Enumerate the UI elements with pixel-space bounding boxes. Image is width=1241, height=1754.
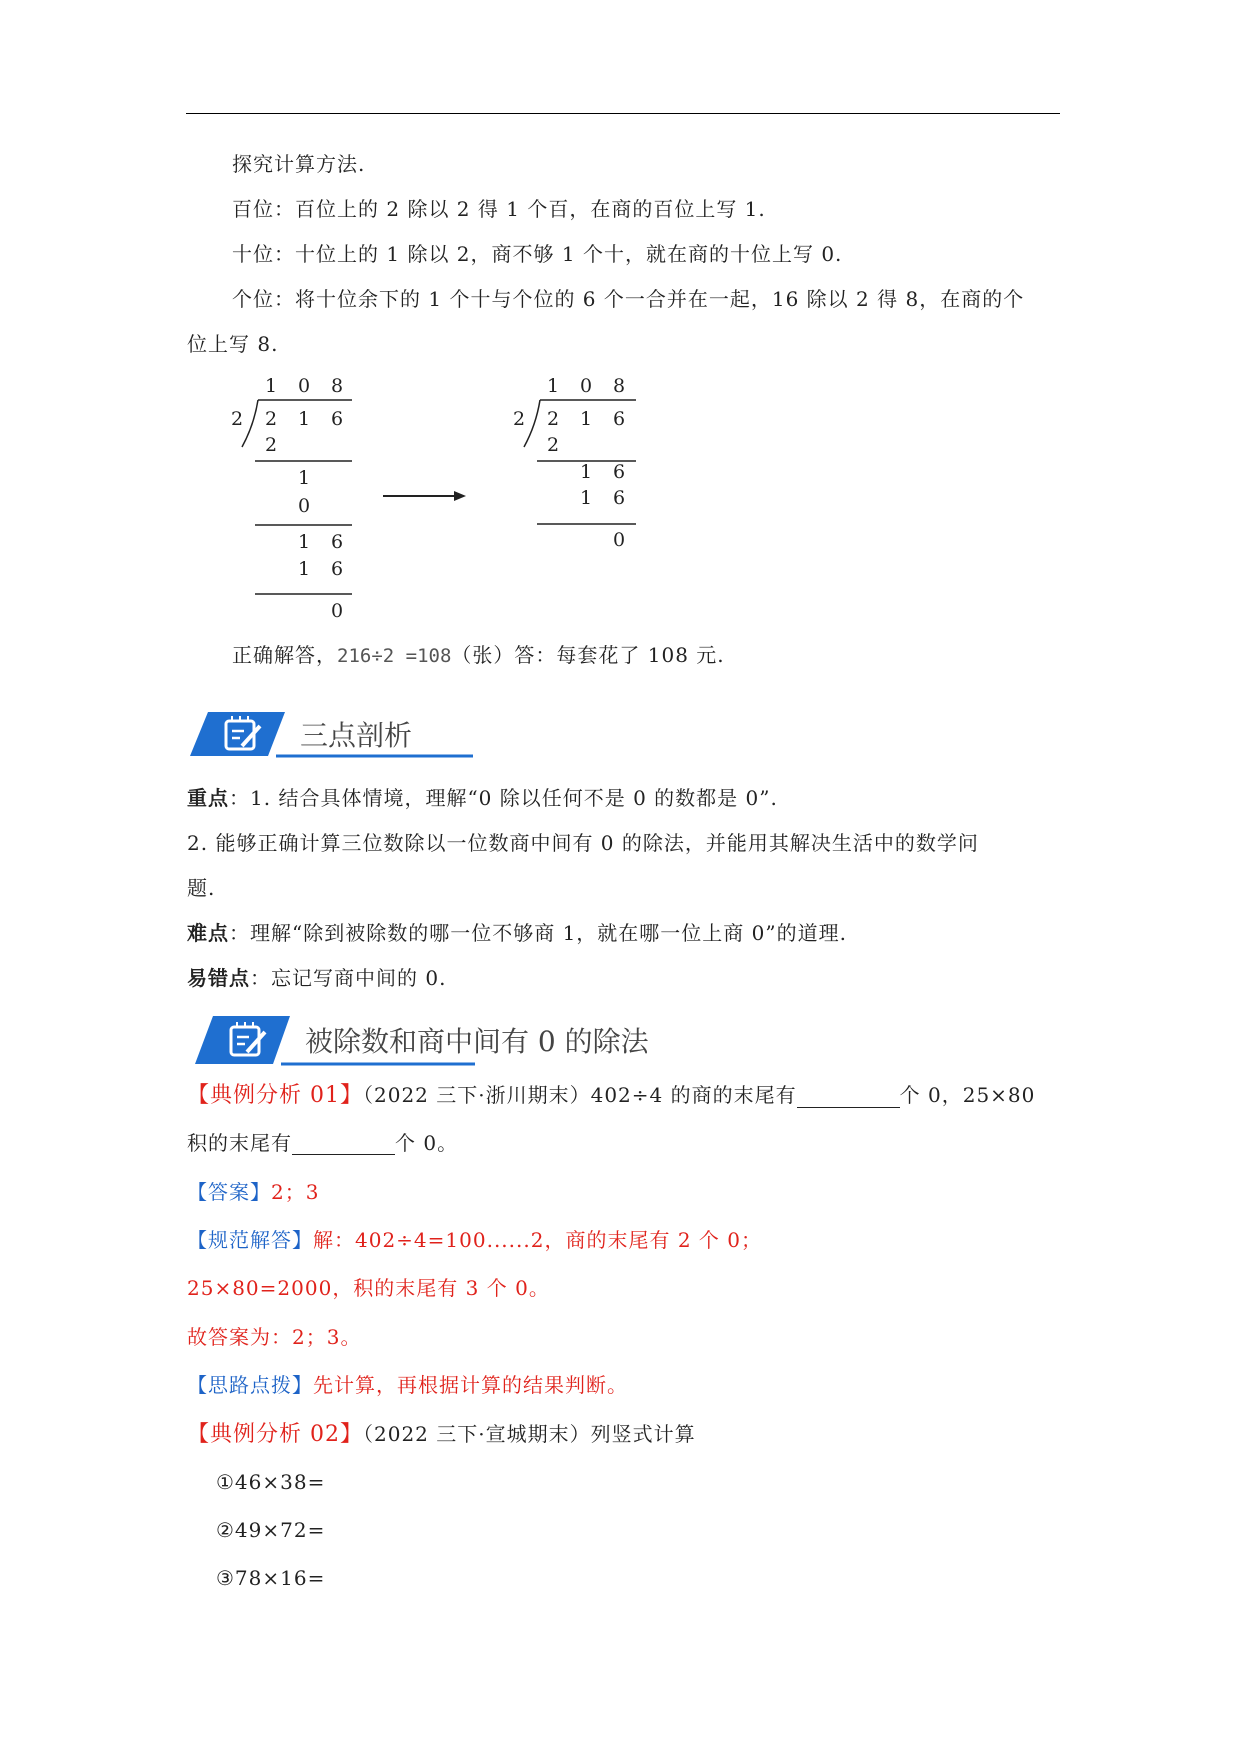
answer-line bbox=[232, 643, 725, 668]
left-step2b: 0 bbox=[298, 495, 311, 517]
example1-blank-2 bbox=[292, 1134, 395, 1155]
method-ones-line2: 位上写 8. bbox=[187, 332, 279, 356]
left-step3b-ones: 6 bbox=[331, 558, 344, 580]
solution-text-3: 故答案为：2；3。 bbox=[187, 1325, 362, 1349]
left-division-bracket bbox=[242, 400, 258, 447]
left-dividend-hundreds: 2 bbox=[265, 408, 278, 430]
solution-text-2: 25×80=2000，积的末尾有 3 个 0。 bbox=[187, 1276, 550, 1300]
example2-item-2: ②49×72= bbox=[216, 1518, 326, 1542]
hard-point-line bbox=[187, 921, 847, 945]
key-text-2: 2. 能够正确计算三位数除以一位数商中间有 0 的除法，并能用其解决生活中的数学问 bbox=[187, 831, 979, 855]
method-hundreds: 百位：百位上的 2 除以 2 得 1 个百，在商的百位上写 1. bbox=[232, 197, 766, 221]
solution-text-1: 解：402÷4=100......2，商的末尾有 2 个 0； bbox=[313, 1228, 762, 1252]
left-dividend-ones: 6 bbox=[331, 408, 344, 430]
right-division-bracket bbox=[524, 400, 540, 447]
right-divisor: 2 bbox=[513, 408, 526, 430]
right-step2b-tens: 1 bbox=[580, 487, 593, 509]
answer-tag: 【答案】 bbox=[187, 1180, 271, 1204]
section-title-2: 被除数和商中间有 0 的除法 bbox=[305, 1025, 649, 1058]
left-step3a-ones: 6 bbox=[331, 531, 344, 553]
example1-source: （2022 三下·浙川期末）402÷4 的商的末尾有 bbox=[363, 1083, 797, 1107]
method-intro: 探究计算方法. bbox=[232, 152, 366, 176]
left-step1: 2 bbox=[265, 434, 278, 456]
example1-tag: 【典例分析 01】 bbox=[187, 1083, 363, 1108]
example1-answer-line bbox=[187, 1180, 319, 1204]
example2-item-3: ③78×16= bbox=[216, 1566, 326, 1590]
method-tens: 十位：十位上的 1 除以 2，商不够 1 个十，就在商的十位上写 0. bbox=[232, 242, 843, 266]
example1-line2-suffix: 个 0。 bbox=[395, 1131, 459, 1155]
example2-tag: 【典例分析 02】 bbox=[187, 1422, 363, 1447]
right-step2a-tens: 1 bbox=[580, 461, 593, 483]
right-quotient-hundreds: 1 bbox=[547, 375, 560, 397]
right-step2a-ones: 6 bbox=[613, 461, 626, 483]
right-remainder: 0 bbox=[613, 529, 626, 551]
section-title-1: 三点剖析 bbox=[300, 719, 413, 752]
right-quotient-tens: 0 bbox=[580, 375, 593, 397]
example1-line1 bbox=[187, 1083, 1035, 1108]
right-dividend-hundreds: 2 bbox=[547, 408, 560, 430]
key-label: 重点 bbox=[187, 786, 229, 810]
answer-value: 2；3 bbox=[271, 1180, 320, 1204]
hint-tag: 【思路点拨】 bbox=[187, 1373, 313, 1397]
example1-hint-line bbox=[187, 1373, 628, 1397]
example1-blank-1 bbox=[797, 1087, 900, 1108]
key-point-line bbox=[187, 786, 778, 810]
left-quotient-ones: 8 bbox=[331, 375, 344, 397]
key-text-3: 题. bbox=[187, 876, 216, 900]
hard-text: ：理解“除到被除数的哪一位不够商 1，就在哪一位上商 0”的道理. bbox=[229, 921, 847, 945]
example2-source: （2022 三下·宣城期末）列竖式计算 bbox=[363, 1422, 696, 1446]
example1-mid: 个 0，25×80 bbox=[899, 1083, 1036, 1107]
division-left bbox=[231, 375, 352, 622]
error-text: ：忘记写商中间的 0. bbox=[250, 966, 447, 990]
example1-solution-line1 bbox=[187, 1228, 762, 1252]
section-banner-2 bbox=[195, 1010, 665, 1066]
example2-line bbox=[187, 1422, 696, 1447]
solution-tag: 【规范解答】 bbox=[187, 1228, 313, 1252]
example1-line2 bbox=[187, 1131, 458, 1155]
arrow-icon bbox=[383, 491, 466, 501]
answer-formula: 216÷2 =108 bbox=[337, 645, 452, 667]
right-quotient-ones: 8 bbox=[613, 375, 626, 397]
left-dividend-tens: 1 bbox=[298, 408, 311, 430]
division-right bbox=[513, 375, 636, 551]
method-ones-line1: 个位：将十位余下的 1 个十与个位的 6 个一合并在一起，16 除以 2 得 8，在商的个 bbox=[232, 287, 1025, 311]
left-step3b-tens: 1 bbox=[298, 558, 311, 580]
left-remainder: 0 bbox=[331, 600, 344, 622]
right-step1: 2 bbox=[547, 434, 560, 456]
left-quotient-hundreds: 1 bbox=[265, 375, 278, 397]
right-dividend-tens: 1 bbox=[580, 408, 593, 430]
section-banner-1 bbox=[190, 706, 475, 758]
right-dividend-ones: 6 bbox=[613, 408, 626, 430]
left-divisor: 2 bbox=[231, 408, 244, 430]
example1-line2-prefix: 积的末尾有 bbox=[187, 1131, 292, 1155]
right-step2b-ones: 6 bbox=[613, 487, 626, 509]
answer-suffix: （张）答：每套花了 108 元. bbox=[451, 643, 725, 667]
answer-prefix: 正确解答， bbox=[232, 643, 337, 667]
hard-label: 难点 bbox=[187, 921, 229, 945]
example2-item-1: ①46×38= bbox=[216, 1470, 326, 1494]
left-step3a-tens: 1 bbox=[298, 531, 311, 553]
hint-text: 先计算，再根据计算的结果判断。 bbox=[313, 1373, 628, 1397]
key-text-1: ：1. 结合具体情境，理解“0 除以任何不是 0 的数都是 0”. bbox=[229, 786, 778, 810]
left-quotient-tens: 0 bbox=[298, 375, 311, 397]
error-point-line bbox=[187, 966, 446, 990]
left-step2a: 1 bbox=[298, 467, 311, 489]
error-label: 易错点 bbox=[187, 966, 250, 990]
